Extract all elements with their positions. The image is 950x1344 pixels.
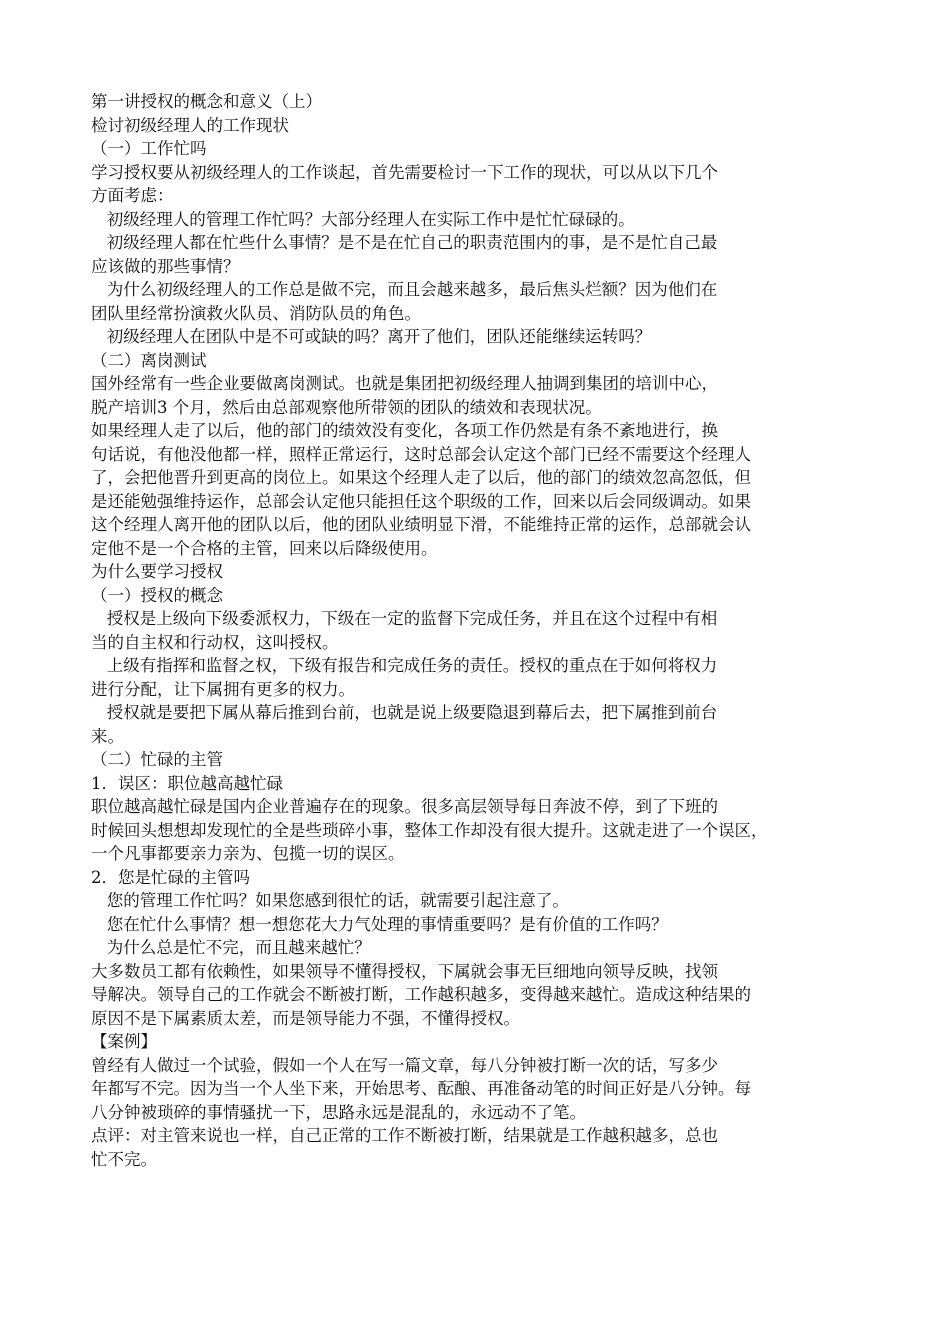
text-line: 年都写不完。因为当一个人坐下来，开始思考、酝酿、再准备动笔的时间正好是八分钟。每: [91, 1079, 751, 1098]
text-line: 时候回头想想却发现忙的全是些琐碎小事，整体工作却没有很大提升。这就走进了一个误区，: [91, 820, 768, 840]
text-line: 当的自主权和行动权，这叫授权。: [91, 632, 339, 652]
text-line: （二）离岗测试: [91, 350, 207, 370]
text-line: 点评：对主管来说也一样，自己正常的工作不断被打断，结果就是工作越积越多，总也: [91, 1126, 718, 1145]
text-line: 为什么要学习授权: [91, 562, 223, 581]
document-body: [91, 90, 881, 1171]
text-line: 忙不完。: [91, 1149, 157, 1169]
text-line: 八分钟被琐碎的事情骚扰一下，思路永远是混乱的，永远动不了笔。: [91, 1102, 586, 1122]
text-line: 句话说，有他没他都一样，照样正常运行，这时总部会认定这个部门已经不需要这个经理人: [91, 444, 751, 464]
text-line: 为什么总是忙不完，而且越来越忙？: [91, 938, 371, 957]
text-line: 初级经理人的管理工作忙吗？大部分经理人在实际工作中是忙忙碌碌的。: [91, 209, 635, 229]
text-line: 大多数员工都有依赖性，如果领导不懂得授权，下属就会事无巨细地向领导反映，找领: [91, 961, 718, 981]
text-line: 检讨初级经理人的工作现状: [91, 115, 289, 135]
text-line: 一个凡事都要亲力亲为、包揽一切的误区。: [91, 844, 405, 863]
text-line: 初级经理人在团队中是不可或缺的吗？离开了他们，团队还能继续运转吗？: [91, 327, 652, 346]
text-line: 您在忙什么事情？想一想您花大力气处理的事情重要吗？是有价值的工作吗？: [91, 914, 668, 934]
text-line: 导解决。领导自己的工作就会不断被打断，工作越积越多，变得越来越忙。造成这种结果的: [91, 985, 751, 1004]
text-line: 方面考虑：: [91, 186, 174, 205]
text-line: 团队里经常扮演救火队员、消防队员的角色。: [91, 303, 421, 323]
text-line: 授权就是要把下属从幕后推到台前，也就是说上级要隐退到幕后去，把下属推到前台: [91, 703, 718, 722]
text-line: 职位越高越忙碌是国内企业普遍存在的现象。很多高层领导每日奔波不停，到了下班的: [91, 797, 718, 816]
text-line: 曾经有人做过一个试验，假如一个人在写一篇文章，每八分钟被打断一次的话，写多少: [91, 1055, 718, 1075]
text-line: （一）工作忙吗: [91, 139, 207, 158]
text-line: 定他不是一个合格的主管，回来以后降级使用。: [91, 538, 438, 558]
text-line: 了，会把他晋升到更高的岗位上。如果这个经理人走了以后，他的部门的绩效忽高忽低，但: [91, 468, 751, 487]
text-line: 2．您是忙碌的主管吗: [91, 867, 250, 887]
text-line: 学习授权要从初级经理人的工作谈起，首先需要检讨一下工作的现状，可以从以下几个: [91, 162, 718, 182]
text-line: 初级经理人都在忙些什么事情？是不是在忙自己的职责范围内的事，是不是忙自己最: [91, 233, 718, 252]
text-line: 为什么初级经理人的工作总是做不完，而且会越来越多，最后焦头烂额？因为他们在: [91, 280, 718, 299]
text-line: 进行分配，让下属拥有更多的权力。: [91, 679, 355, 699]
text-line: 来。: [91, 726, 124, 746]
text-line: 脱产培训3 个月，然后由总部观察他所带领的团队的绩效和表现状况。: [91, 397, 602, 417]
text-line: 如果经理人走了以后，他的部门的绩效没有变化，各项工作仍然是有条不紊地进行，换: [91, 421, 718, 440]
text-line: 1．误区：职位越高越忙碌: [91, 773, 283, 793]
text-line: （二）忙碌的主管: [91, 750, 223, 769]
text-line: 授权是上级向下级委派权力，下级在一定的监督下完成任务，并且在这个过程中有相: [91, 609, 718, 628]
text-line: 国外经常有一些企业要做离岗测试。也就是集团把初级经理人抽调到集团的培训中心，: [91, 374, 718, 393]
text-line: 是还能勉强维持运作，总部会认定他只能担任这个职级的工作，回来以后会同级调动。如果: [91, 491, 751, 511]
text-line: 上级有指挥和监督之权，下级有报告和完成任务的责任。授权的重点在于如何将权力: [91, 656, 718, 675]
text-line: 这个经理人离开他的团队以后，他的团队业绩明显下滑，不能维持正常的运作，总部就会认: [91, 515, 751, 534]
text-line: （一）授权的概念: [91, 585, 223, 605]
text-line: 第一讲授权的概念和意义（上）: [91, 92, 322, 111]
text-line: 【案例】: [91, 1032, 157, 1051]
text-line: 您的管理工作忙吗？如果您感到很忙的话，就需要引起注意了。: [91, 891, 569, 910]
text-line: 原因不是下属素质太差，而是领导能力不强，不懂得授权。: [91, 1008, 520, 1028]
text-line: 应该做的那些事情？: [91, 256, 240, 276]
